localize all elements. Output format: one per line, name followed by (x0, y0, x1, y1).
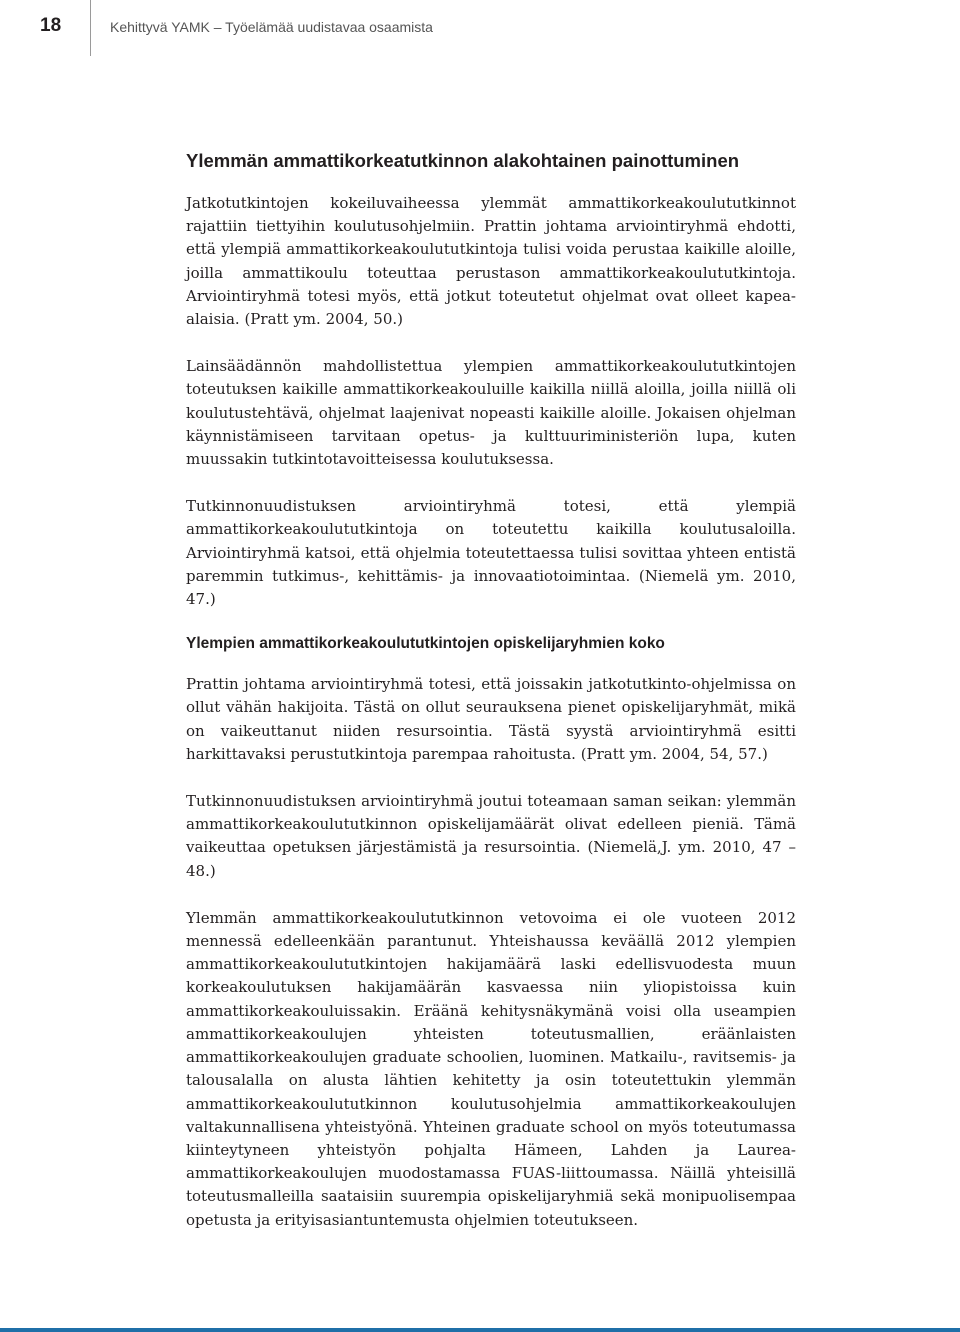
bottom-rule (0, 1328, 960, 1332)
page-number: 18 (40, 15, 62, 36)
body-paragraph: Ylemmän ammattikorkeakoulututkinnon vetovoima ei ole vuoteen 2012 mennessä edelleenkään parantunut. Yhteishaussa keväällä 2012 ylempien ammattikorkeakoulututkintojen hakijamäärä laski edellisvuodesta muun korkeakoulutuksen hakijamäärän kasvaessa niin yliopistoissa kuin ammattikorkeakouluissakin. Eräänä kehitysnäkymänä voisi olla useampien ammattikorkeakoulujen yhteisten toteutusmallien, eräänlaisten ammattikorkeakoulujen graduate schoolien, luominen. Matkailu-, ravitsemis- ja talousalalla on alusta lähtien kehitetty ja osin toteutettukin ylemmän ammattikorkeakoulututkinnon koulutusohjelmia ammattikorkeakoulujen valtakunnallisena yhteistyönä. Yhteinen graduate school on myös toteutumassa kiinteytyneen yhteistyön pohjalta Hämeen, Lahden ja Laurea-ammattikorkeakoulujen muodostamassa FUAS-liittoumassa. Näillä yhteisillä toteutusmalleilla saataisiin suurempia opiskelijaryhmiä sekä monipuolisempaa opetusta ja erityisasiantuntemusta ohjelmien toteutukseen. (186, 908, 796, 1229)
section-heading: Ylempien ammattikorkeakoulututkintojen opiskelijaryhmien koko (186, 635, 665, 653)
body-paragraph: Tutkinnonuudistuksen arviointiryhmä joutui toteamaan saman seikan: ylemmän ammattikorkeakoulututkinnon opiskelijamäärät olivat edelleen pieniä. Tämä vaikeuttaa opetuksen järjestämistä ja resursointia. (Niemelä,J. ym. 2010, 47 – 48.) (186, 792, 796, 880)
running-title: Kehittyvä YAMK – Työelämää uudistavaa osaamista (110, 19, 433, 35)
body-paragraph: Lainsäädännön mahdollistettua ylempien ammattikorkeakoulututkintojen toteutuksen kaikille ammattikorkeakouluille kaikilla niillä aloilla, joilla niillä oli koulutustehtävä, ohjelmat laajenivat nopeasti kaikille aloille. Jokaisen ohjelman käynnistämiseen tarvitaan opetus- ja kulttuuriministeriön lupa, kuten muussakin tutkintotavoitteisessa koulutuksessa. (186, 357, 796, 469)
section-opiskelijaryhmien-koko (186, 635, 796, 1231)
section-heading: Ylemmän ammattikorkeatutkinnon alakohtainen painottuminen (186, 150, 740, 171)
body-paragraph: Tutkinnonuudistuksen arviointiryhmä totesi, että ylempiä ammattikorkeakoulututkintoja on toteutettu kaikilla koulutusaloilla. Arviointiryhmä katsoi, että ohjelmia toteutettaessa tulisi sovittaa yhteen entistä paremmin tutkimus-, kehittämis- ja innovaatiotoimintaa. (Niemelä ym. 2010, 47.) (186, 497, 796, 609)
body-paragraph: Prattin johtama arviointiryhmä totesi, että joissakin jatkotutkinto-ohjelmissa on ollut vähän hakijoita. Tästä on ollut seurauksena pienet opiskelijaryhmät, mikä on vaikeuttanut niiden resursointia. Tästä syystä arviointiryhmä esitti harkittavaksi perustutkintoja parempaa rahoitusta. (Pratt ym. 2004, 54, 57.) (186, 675, 796, 763)
page-content (186, 150, 796, 1256)
section-alakohtainen-painottuminen (186, 150, 796, 611)
body-paragraph: Jatkotutkintojen kokeiluvaiheessa ylemmät ammattikorkeakoulututkinnot rajattiin tiettyihin koulutusohjelmiin. Prattin johtama arviointiryhmä ehdotti, että ylempiä ammattikorkeakoulututkintoja tulisi voida perustaa kaikille aloille, joilla ammattikoulu toteuttaa perustason ammattikorkeakoulututkintoja. Arviointiryhmä totesi myös, että jotkut toteutetut ohjelmat ovat olleet kapea-alaisia. (Pratt ym. 2004, 50.) (186, 194, 796, 329)
header-divider (90, 0, 91, 56)
